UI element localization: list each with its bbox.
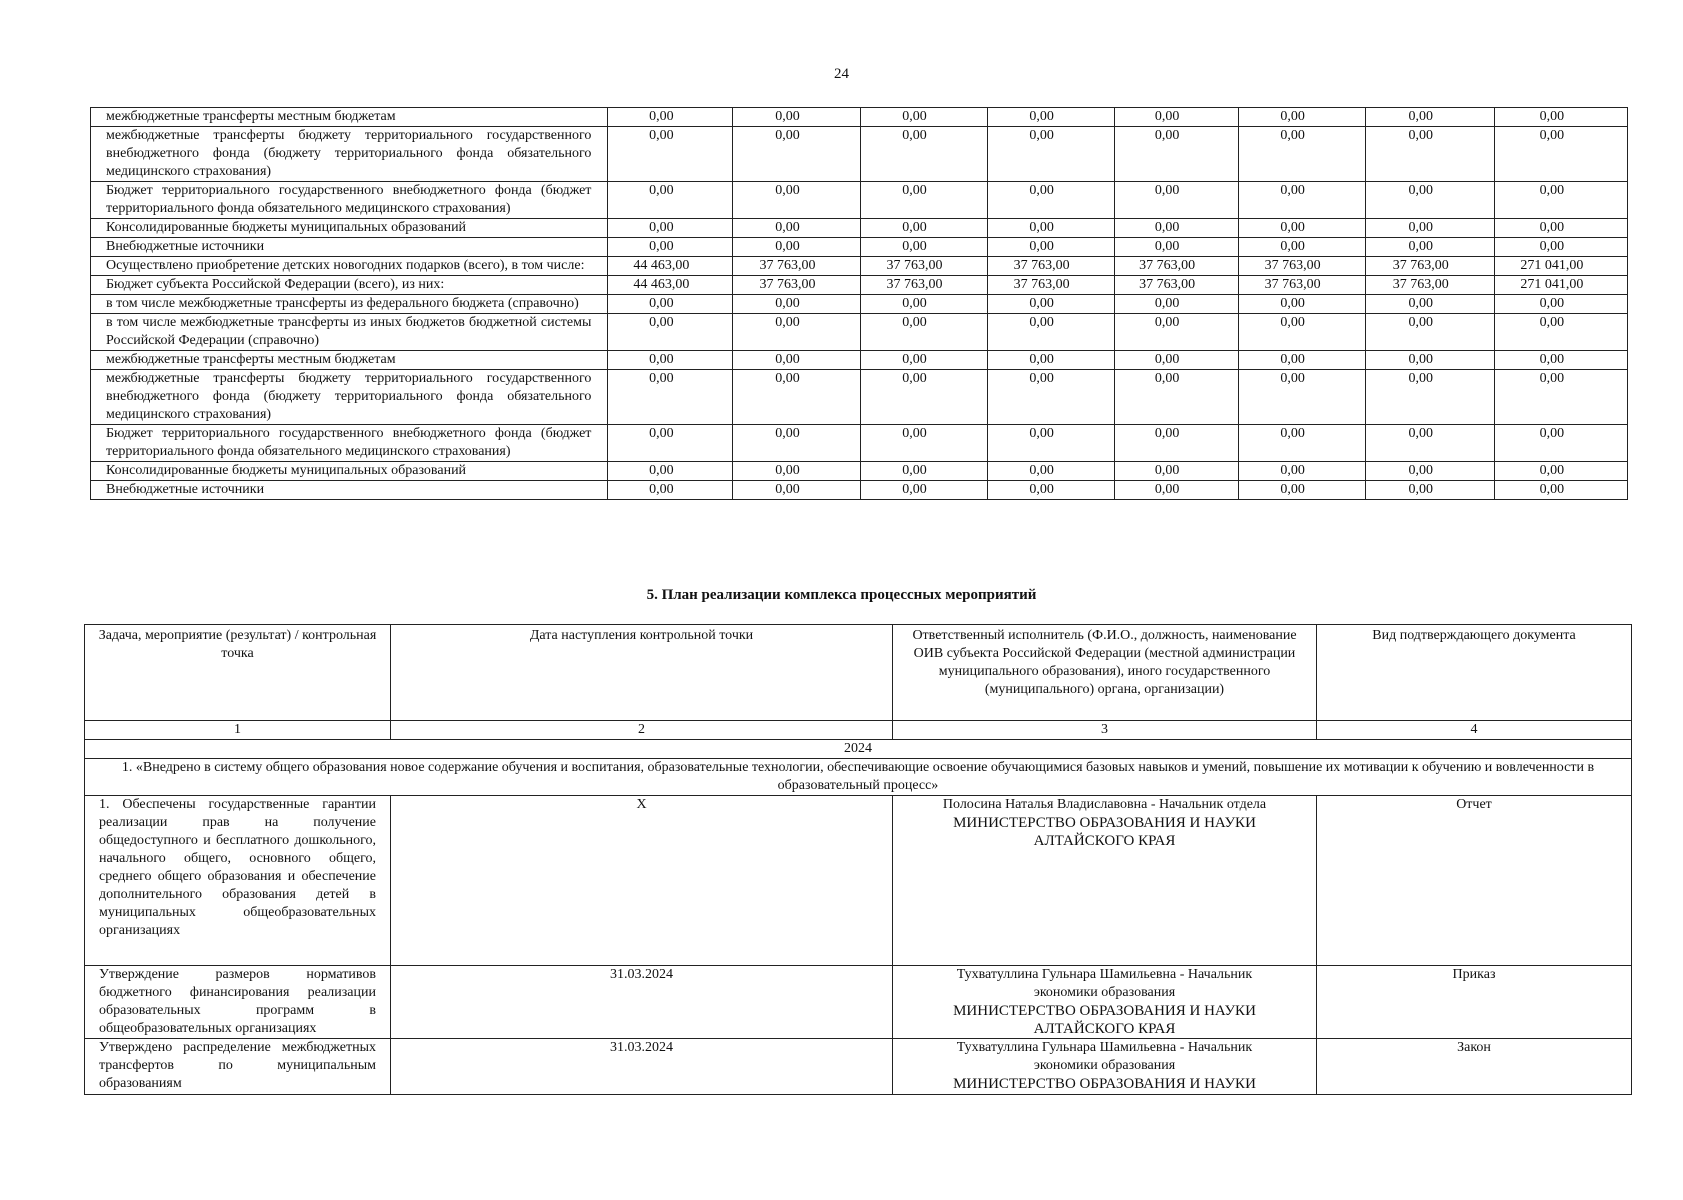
budget-value: 0,00 [1238,370,1365,425]
budget-value: 0,00 [1238,238,1365,257]
budget-row-label: Бюджет субъекта Российской Федерации (всего), из них: [91,276,608,295]
plan-item: 1. Обеспечены государственные гарантии реализации прав на получение общедоступного и бесплатного дошкольного, начального общего, основного общего, среднего общего образования и обеспечение дополнительного образования детей в муниципальных общеобразовательных организациях [85,796,391,966]
budget-value: 0,00 [1238,425,1365,462]
budget-value: 0,00 [860,238,987,257]
budget-row-label: Внебюджетные источники [91,238,608,257]
budget-row-label: Бюджет территориального государственного внебюджетного фонда (бюджет территориального фонда обязательного медицинского страхования) [91,425,608,462]
column-number: 1 [85,721,391,740]
budget-value: 0,00 [1114,108,1238,127]
budget-value: 0,00 [608,127,733,182]
responsible-line: Тухватуллина Гульнара Шамильевна - Начальник [956,967,1253,982]
budget-value: 0,00 [733,238,860,257]
budget-value: 0,00 [1238,219,1365,238]
plan-row [85,966,1632,1039]
budget-value: 0,00 [733,182,860,219]
budget-row [91,238,1628,257]
budget-row-label: в том числе межбюджетные трансферты из федерального бюджета (справочно) [91,295,608,314]
plan-document: Приказ [1317,966,1632,1039]
budget-value: 0,00 [860,127,987,182]
budget-value: 0,00 [1365,462,1494,481]
budget-value: 37 763,00 [1365,276,1494,295]
budget-row [91,314,1628,351]
budget-value: 0,00 [733,314,860,351]
budget-value: 0,00 [987,481,1114,500]
budget-row-label: межбюджетные трансферты местным бюджетам [91,108,608,127]
budget-value: 0,00 [1238,295,1365,314]
budget-value: 0,00 [1365,108,1494,127]
budget-value: 0,00 [860,462,987,481]
budget-value: 0,00 [1365,351,1494,370]
budget-value: 0,00 [733,219,860,238]
budget-row-label: межбюджетные трансферты местным бюджетам [91,351,608,370]
budget-value: 0,00 [733,481,860,500]
budget-row [91,370,1628,425]
budget-value: 0,00 [733,127,860,182]
budget-value: 0,00 [1494,182,1627,219]
budget-value: 0,00 [1365,219,1494,238]
budget-value: 0,00 [608,219,733,238]
responsible-line: экономики образования [1033,1058,1176,1073]
responsible-line: МИНИСТЕРСТВО ОБРАЗОВАНИЯ И НАУКИ [953,1076,1256,1092]
budget-value: 0,00 [608,238,733,257]
budget-value: 0,00 [733,462,860,481]
budget-value: 0,00 [733,108,860,127]
budget-value: 37 763,00 [860,276,987,295]
column-number: 3 [893,721,1317,740]
budget-value: 44 463,00 [608,276,733,295]
budget-value: 0,00 [1365,182,1494,219]
column-number: 4 [1317,721,1632,740]
budget-value: 0,00 [1494,314,1627,351]
budget-row-label: Консолидированные бюджеты муниципальных образований [91,219,608,238]
plan-table [84,624,1632,1095]
budget-value: 0,00 [1238,314,1365,351]
budget-value: 0,00 [1238,481,1365,500]
plan-item: Утверждено распределение межбюджетных трансфертов по муниципальным образованиям [85,1039,391,1095]
budget-value: 0,00 [1494,127,1627,182]
plan-responsible [893,1039,1317,1095]
budget-value: 0,00 [1494,219,1627,238]
budget-row-label: межбюджетные трансферты бюджету территориального государственного внебюджетного фонда (бюджету территориального фонда обязательного медицинского страхования) [91,370,608,425]
budget-value: 0,00 [1365,425,1494,462]
task-title: 1. «Внедрено в систему общего образования новое содержание обучения и воспитания, образовательные технологии, обеспечивающие освоение обучающимися базовых навыков и умений, повышение их мотивации к обучению и вовлеченности в образовательный процесс» [85,759,1632,796]
section-title: 5. План реализации комплекса процессных мероприятий [646,587,1037,603]
plan-document: Закон [1317,1039,1632,1095]
budget-value: 0,00 [1114,351,1238,370]
responsible-line: Тухватуллина Гульнара Шамильевна - Начальник [956,1040,1253,1055]
budget-value: 0,00 [987,425,1114,462]
plan-date: 31.03.2024 [391,1039,893,1095]
plan-date: 31.03.2024 [391,966,893,1039]
plan-row [85,796,1632,966]
budget-value: 37 763,00 [733,257,860,276]
plan-item: Утверждение размеров нормативов бюджетного финансирования реализации образовательных программ в общеобразовательных организациях [85,966,391,1039]
budget-value: 0,00 [1365,481,1494,500]
budget-value: 44 463,00 [608,257,733,276]
budget-row-label: в том числе межбюджетные трансферты из иных бюджетов бюджетной системы Российской Федерации (справочно) [91,314,608,351]
budget-value: 0,00 [987,351,1114,370]
budget-value: 0,00 [1365,370,1494,425]
budget-value: 37 763,00 [860,257,987,276]
budget-value: 0,00 [608,370,733,425]
budget-value: 0,00 [1114,238,1238,257]
budget-row [91,295,1628,314]
budget-value: 0,00 [1365,314,1494,351]
budget-value: 0,00 [860,219,987,238]
budget-value: 0,00 [733,370,860,425]
budget-value: 0,00 [1114,295,1238,314]
budget-value: 0,00 [608,182,733,219]
budget-value: 0,00 [987,295,1114,314]
budget-value: 0,00 [1365,295,1494,314]
budget-value: 0,00 [733,425,860,462]
budget-value: 0,00 [608,425,733,462]
budget-value: 0,00 [1114,182,1238,219]
budget-value: 0,00 [860,295,987,314]
budget-value: 37 763,00 [1114,276,1238,295]
budget-value: 0,00 [987,108,1114,127]
budget-value: 0,00 [1114,314,1238,351]
responsible-line: АЛТАЙСКОГО КРАЯ [1033,833,1176,849]
budget-value: 0,00 [1365,238,1494,257]
budget-row-label: Осуществлено приобретение детских новогодних подарков (всего), в том числе: [91,257,608,276]
budget-value: 0,00 [1494,462,1627,481]
budget-value: 0,00 [860,351,987,370]
plan-row [85,1039,1632,1095]
plan-responsible [893,966,1317,1039]
budget-value: 0,00 [987,219,1114,238]
budget-row-label: Бюджет территориального государственного внебюджетного фонда (бюджет территориального фонда обязательного медицинского страхования) [91,182,608,219]
budget-value: 0,00 [987,314,1114,351]
header-responsible: Ответственный исполнитель (Ф.И.О., должность, наименование ОИВ субъекта Российской Федерации (местной администрации муниципального образования), иного государственного (муниципального) органа, организации) [893,625,1317,721]
budget-row-label: Консолидированные бюджеты муниципальных образований [91,462,608,481]
budget-value: 37 763,00 [1238,257,1365,276]
budget-value: 271 041,00 [1494,257,1627,276]
budget-value: 0,00 [987,127,1114,182]
plan-responsible [893,796,1317,966]
budget-value: 0,00 [608,462,733,481]
budget-row [91,127,1628,182]
budget-row-label: Внебюджетные источники [91,481,608,500]
year-row [85,740,1632,759]
budget-row-label: межбюджетные трансферты бюджету территориального государственного внебюджетного фонда (бюджету территориального фонда обязательного медицинского страхования) [91,127,608,182]
budget-value: 0,00 [1494,238,1627,257]
budget-row [91,462,1628,481]
responsible-line: МИНИСТЕРСТВО ОБРАЗОВАНИЯ И НАУКИ [953,815,1256,831]
column-numbers-row [85,721,1632,740]
budget-value: 0,00 [987,182,1114,219]
budget-value: 271 041,00 [1494,276,1627,295]
budget-value: 0,00 [1114,370,1238,425]
budget-value: 0,00 [608,481,733,500]
budget-table [90,107,1628,500]
budget-value: 37 763,00 [987,276,1114,295]
plan-date: X [391,796,893,966]
budget-value: 0,00 [860,182,987,219]
budget-row [91,257,1628,276]
budget-value: 0,00 [1238,108,1365,127]
header-document: Вид подтверждающего документа [1317,625,1632,721]
plan-header-row [85,625,1632,721]
budget-value: 0,00 [987,462,1114,481]
budget-row [91,481,1628,500]
budget-value: 0,00 [1238,127,1365,182]
responsible-line: экономики образования [1033,985,1176,1000]
budget-value: 0,00 [860,370,987,425]
year-label: 2024 [85,740,1632,759]
budget-value: 0,00 [733,351,860,370]
budget-value: 0,00 [1494,425,1627,462]
header-task: Задача, мероприятие (результат) / контрольная точка [85,625,391,721]
budget-row [91,182,1628,219]
budget-value: 0,00 [608,314,733,351]
page-number: 24 [834,66,849,82]
budget-value: 0,00 [1494,108,1627,127]
budget-value: 0,00 [860,108,987,127]
budget-row [91,108,1628,127]
budget-value: 0,00 [1114,127,1238,182]
budget-value: 0,00 [608,295,733,314]
budget-value: 0,00 [987,370,1114,425]
budget-value: 0,00 [1114,219,1238,238]
task-row [85,759,1632,796]
budget-value: 0,00 [860,481,987,500]
budget-value: 0,00 [860,314,987,351]
column-number: 2 [391,721,893,740]
budget-value: 0,00 [1238,182,1365,219]
budget-value: 0,00 [608,351,733,370]
budget-value: 0,00 [1494,370,1627,425]
budget-value: 0,00 [608,108,733,127]
budget-row [91,219,1628,238]
budget-value: 37 763,00 [987,257,1114,276]
responsible-line: АЛТАЙСКОГО КРАЯ [1033,1021,1176,1037]
budget-value: 0,00 [1238,351,1365,370]
budget-row [91,351,1628,370]
budget-value: 0,00 [1365,127,1494,182]
budget-value: 37 763,00 [1365,257,1494,276]
budget-value: 0,00 [860,425,987,462]
plan-document: Отчет [1317,796,1632,966]
responsible-line: Полосина Наталья Владиславовна - Начальник отдела [942,797,1267,812]
budget-value: 37 763,00 [1114,257,1238,276]
budget-value: 0,00 [1494,295,1627,314]
budget-value: 0,00 [1494,351,1627,370]
budget-row [91,425,1628,462]
responsible-line: МИНИСТЕРСТВО ОБРАЗОВАНИЯ И НАУКИ [953,1003,1256,1019]
budget-value: 0,00 [1494,481,1627,500]
budget-value: 0,00 [1114,481,1238,500]
budget-value: 0,00 [1238,462,1365,481]
budget-value: 0,00 [733,295,860,314]
budget-value: 37 763,00 [1238,276,1365,295]
budget-value: 0,00 [987,238,1114,257]
header-date: Дата наступления контрольной точки [391,625,893,721]
budget-row [91,276,1628,295]
budget-value: 0,00 [1114,425,1238,462]
budget-value: 37 763,00 [733,276,860,295]
budget-value: 0,00 [1114,462,1238,481]
